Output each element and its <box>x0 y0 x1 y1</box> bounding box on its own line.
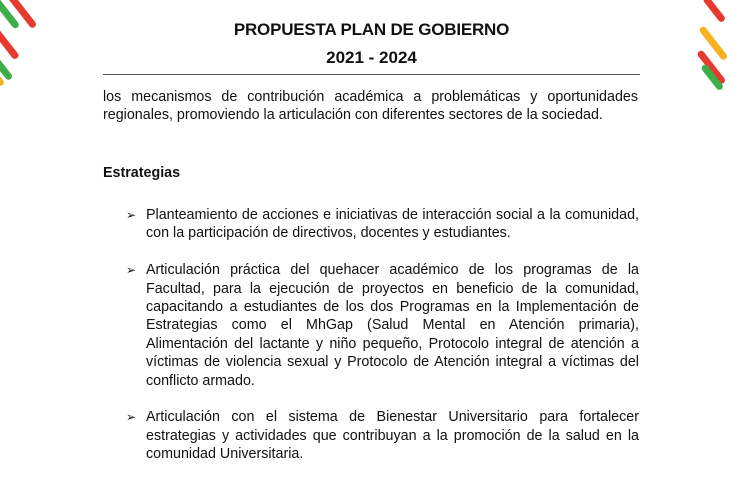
arrow-bullet-icon: ➢ <box>126 410 137 425</box>
arrow-bullet-icon: ➢ <box>126 263 137 278</box>
document-years: 2021 - 2024 <box>326 48 417 67</box>
strategies-list <box>126 206 639 482</box>
document-title: PROPUESTA PLAN DE GOBIERNO <box>233 20 510 39</box>
corner-stripes-right <box>697 0 741 95</box>
strategy-item-text: Articulación con el sistema de Bienestar Universitario para fortalecer estrategias y actividades que contribuyan a la promoción de la salud en la comunidad Universitaria. <box>146 409 639 463</box>
intro-block <box>103 88 638 125</box>
document-header <box>103 18 640 70</box>
strategy-item <box>126 408 639 463</box>
strategy-item-text: Articulación práctica del quehacer académico de los programas de la Facultad, para la ejecución de proyectos en beneficio de la comunidad, capacitando a estudiantes de los dos Programas en la Implementación de Estrategias como el MhGap (Salud Mental en Atención primaria), Alimentación del lactante y niño pequeño, Protocolo integral de atención a víctimas de violencia sexual y Protocolo de Atención integral a víctimas del conflicto armado. <box>146 262 639 389</box>
strategy-item <box>126 261 639 390</box>
intro-paragraph: los mecanismos de contribución académica a problemáticas y oportunidades regionales, promoviendo la articulación con diferentes sectores de la sociedad. <box>103 89 638 124</box>
strategies-heading: Estrategias <box>103 165 181 181</box>
corner-stripes-left <box>0 0 44 95</box>
header-divider <box>103 74 640 75</box>
strategy-item-text: Planteamiento de acciones e iniciativas de interacción social a la comunidad, con la participación de directivos, docentes y estudiantes. <box>146 207 639 242</box>
arrow-bullet-icon: ➢ <box>126 208 137 222</box>
strategy-item <box>126 206 639 243</box>
